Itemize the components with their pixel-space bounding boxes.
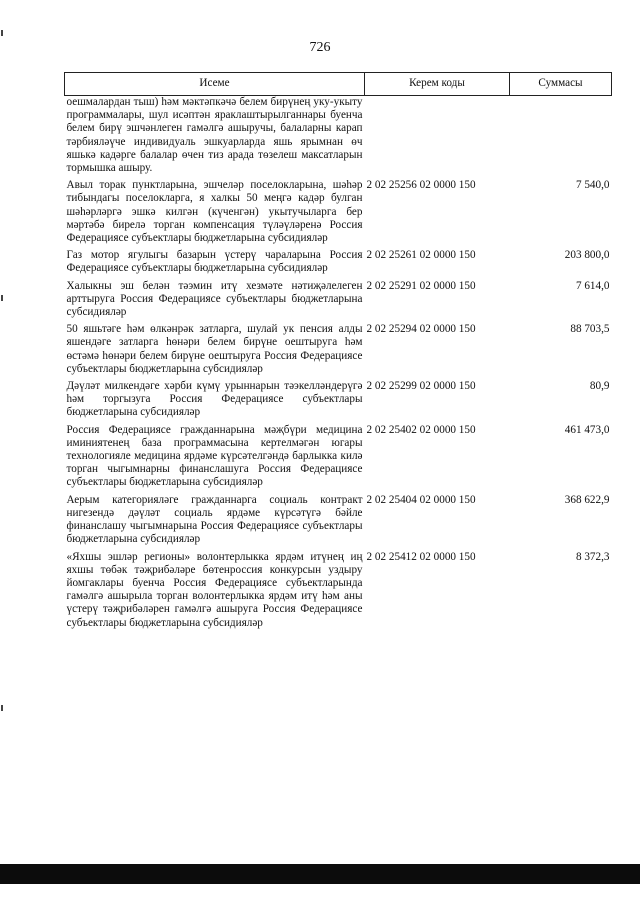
row-name: оешмалардан тыш) һәм мәктәпкәчә белем бирүнең уку-укыту программалары, шул исәптән яраклаштырылганнары буенча белем бирү эшчәнлеген гамәлгә ашыручы, балаларны карап тәрбияләүче индивидуаль эшкуарларда яшь ярымнан өч яшькә кадәрге балалар өчен тиз арада төзелеш максатларын тормышка ашыру.	[66, 96, 363, 175]
row-code: 2 02 25404 02 0000 150	[366, 493, 476, 506]
scan-bottom-bar	[0, 864, 640, 884]
row-name: 50 яшьтәге һәм өлкәнрәк затларга, шулай ук пенсия алды яшендәге затларга һөнәри белем бирүне оештыруга һәм өстәмә һөнәри белем бирүне оештыруга Россия Федерациясе субъектлары бюджетларына субсидияләр	[66, 323, 363, 375]
row-sum: 8 372,3	[575, 550, 610, 563]
table-row	[65, 249, 612, 279]
scan-edge-mark	[1, 30, 3, 36]
scan-edge-mark	[1, 705, 3, 711]
row-name: Россия Федерациясе гражданнарына мәҗбүри медицина иминиятенең база программасына кертелмәгән югары технологияле медицина ярдәме күрсәтелгәндә барлыкка килә торган чыгымнарны финанслашуга Россия Федерациясе субъектлары бюджетларына субсидияләр	[66, 423, 363, 489]
header-name: Исеме	[65, 73, 365, 96]
row-name: Аерым категорияләге гражданнарга социаль контракт нигезендә дәүләт социаль ярдәме күрсәтүгә бәйле финанслашу чыгымнарына Россия Федерациясе субъектлары бюджетларына субсидияләр	[66, 493, 363, 546]
table-row	[65, 551, 612, 634]
row-sum: 368 622,9	[564, 493, 610, 506]
row-name: Газ мотор ягулыгы базарын үстерү чараларына Россия Федерациясе субъектлары бюджетларына субсидияләр	[66, 249, 363, 275]
row-sum: 80,9	[589, 380, 610, 393]
scan-edge-mark	[1, 295, 3, 301]
table-row	[65, 179, 612, 249]
row-code: 2 02 25261 02 0000 150	[366, 249, 476, 262]
table-header-row	[65, 73, 612, 96]
row-sum: 203 800,0	[564, 249, 610, 262]
row-code	[365, 96, 510, 180]
row-name: Дәүләт милкендәге хәрби күмү урыннарын тәэкелләндерүгә һәм торгызуга Россия Федерациясе субъектлары бюджетларына субсидияләр	[66, 380, 363, 419]
row-name: «Яхшы эшләр регионы» волонтерлыкка ярдәм итүнең иң яхшы төбәк тәҗрибәләре бөтенроссия конкурсын уздыру йомгаклары буенча Россия Федерациясе субъектларында гамәлгә ашырыла торган волонтерлыкка ярдәм итү һәм аны үстерү тәҗрибәләрен гамәлгә ашыруга Россия Федерациясе субъектлары бюджетларына субсидияләр	[66, 550, 363, 629]
table-row	[65, 380, 612, 424]
row-name: Халыкны эш белән тәэмин итү хезмәте нәтиҗәлелеген арттыруга Россия Федерациясе субъектлары бюджетларына субсидияләр	[66, 279, 363, 319]
row-sum	[510, 96, 612, 180]
row-sum: 88 703,5	[570, 323, 610, 336]
row-sum: 461 473,0	[564, 423, 610, 436]
header-sum: Суммасы	[510, 73, 612, 96]
budget-table	[64, 72, 612, 634]
row-sum: 7 540,0	[575, 179, 610, 192]
row-code: 2 02 25299 02 0000 150	[366, 380, 476, 393]
row-code: 2 02 25256 02 0000 150	[366, 179, 476, 192]
table-row	[65, 96, 612, 180]
row-code: 2 02 25412 02 0000 150	[366, 550, 476, 563]
row-sum: 7 614,0	[575, 279, 610, 292]
table-row	[65, 494, 612, 551]
table-row	[65, 280, 612, 324]
table-row	[65, 424, 612, 494]
row-code: 2 02 25294 02 0000 150	[366, 323, 476, 336]
row-code: 2 02 25402 02 0000 150	[366, 423, 476, 436]
page-number: 726	[309, 40, 331, 55]
table-row	[65, 323, 612, 380]
row-name: Авыл торак пунктларына, эшчеләр поселокларына, шәһәр тибындагы поселокларга, я халкы 50 меңгә кадәр булган шәһәрләргә эшкә килгән (күченгән) укытучыларга бер мәртәбә бирелә торган компенсация түләүләренә Россия Федерациясе субъектлары бюджетларына субсидияләр	[66, 179, 363, 245]
row-code: 2 02 25291 02 0000 150	[366, 279, 476, 292]
header-code: Керем коды	[365, 73, 510, 96]
